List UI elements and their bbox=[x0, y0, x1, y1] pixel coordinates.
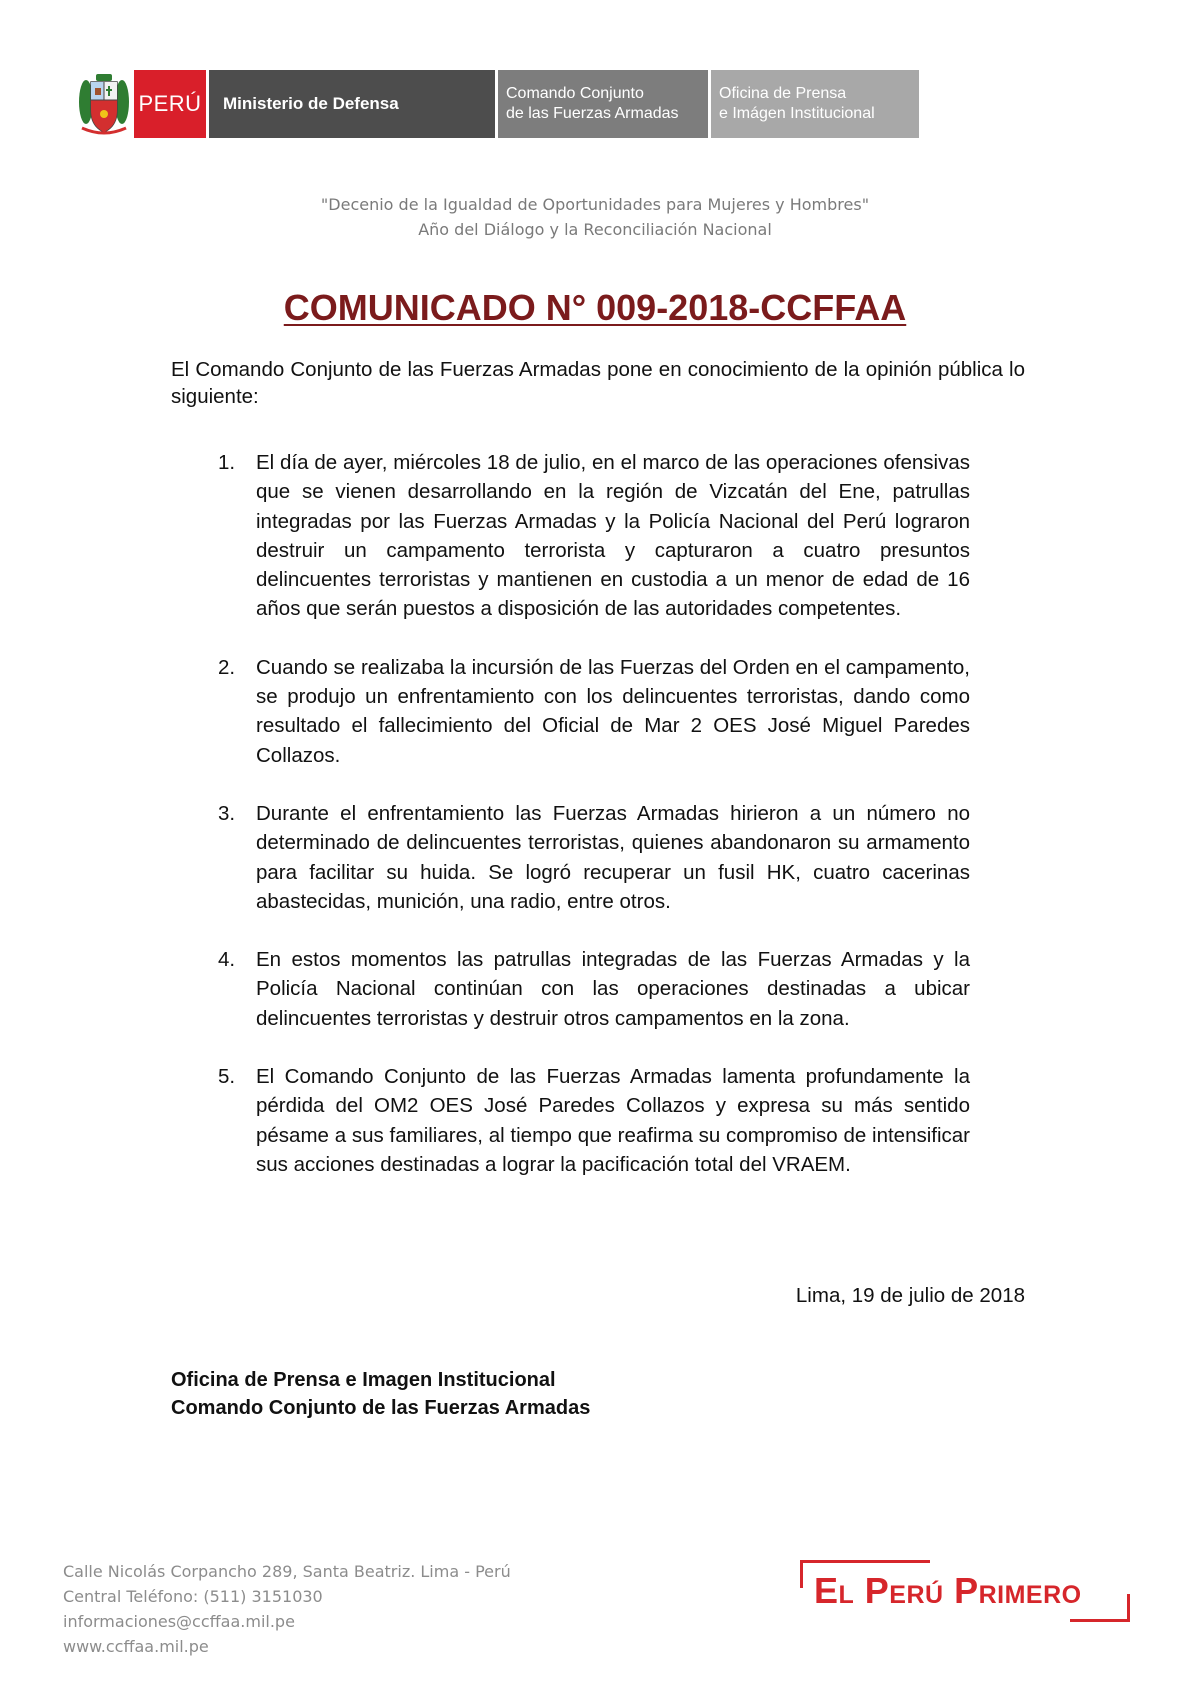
signature-line-1: Oficina de Prensa e Imagen Institucional bbox=[171, 1369, 556, 1391]
coat-of-arms-icon bbox=[78, 72, 130, 136]
list-item bbox=[218, 945, 970, 1033]
office-label-line2: e Imágen Institucional bbox=[719, 105, 875, 122]
item-number: 4. bbox=[218, 948, 236, 972]
item-text: Durante el enfrentamiento las Fuerzas Armadas hirieron a un número no determinado de delincuentes terroristas, quienes abandonaron su armamento para facilitar su huida. Se logró recuperar un fusil HK, cuatro cacerinas abastecidas, munición, una radio, entre otros. bbox=[256, 801, 970, 913]
item-text: Cuando se realizaba la incursión de las Fuerzas del Orden en el campamento, se produjo un enfrentamiento con los delincuentes terroristas, dando como resultado el fallecimiento del Oficial de Mar 2 OES José Miguel Paredes Collazos. bbox=[256, 655, 970, 767]
logo-frame bbox=[800, 1560, 803, 1588]
command-label bbox=[498, 70, 708, 138]
footer-phone: Central Teléfono: (511) 3151030 bbox=[63, 1587, 323, 1606]
dateline: Lima, 19 de julio de 2018 bbox=[795, 1284, 1025, 1307]
signature-block bbox=[171, 1366, 590, 1422]
communique-list bbox=[218, 448, 970, 1208]
list-item bbox=[218, 448, 970, 624]
item-number: 2. bbox=[218, 655, 236, 679]
footer-address: Calle Nicolás Corpancho 289, Santa Beatriz. Lima - Perú bbox=[63, 1562, 511, 1581]
header-banner bbox=[78, 70, 875, 138]
page-title: COMUNICADO N° 009-2018-CCFFAA bbox=[283, 287, 907, 328]
item-number: 5. bbox=[218, 1065, 236, 1089]
logo-text: El Perú Primero bbox=[814, 1570, 1082, 1611]
logo-frame bbox=[800, 1560, 930, 1563]
list-item bbox=[218, 799, 970, 916]
peru-label: PERÚ bbox=[134, 70, 206, 138]
el-peru-primero-logo bbox=[800, 1560, 1130, 1622]
office-label bbox=[711, 70, 919, 138]
list-item bbox=[218, 653, 970, 770]
item-text: En estos momentos las patrullas integradas de las Fuerzas Armadas y la Policía Nacional continúan con las operaciones destinadas a ubicar delincuentes terroristas y destruir otros campamentos en la zona. bbox=[256, 948, 970, 1030]
item-text: El Comando Conjunto de las Fuerzas Armadas lamenta profundamente la pérdida del OM2 OES José Paredes Collazos y expresa su más sentido pésame a sus familiares, al tiempo que reafirma su compromiso de intensificar sus acciones destinadas a lograr la pacificación total del VRAEM. bbox=[256, 1065, 970, 1176]
office-label-line1: Oficina de Prensa bbox=[719, 85, 847, 102]
item-text: El día de ayer, miércoles 18 de julio, en el marco de las operaciones ofensivas que se vienen desarrollando en la región de Vizcatán del Ene, patrullas integradas por las Fuerzas Armadas y la Policía Nacional del Perú lograron destruir un campamento terrorista y capturaron a cuatro presuntos delincuentes terroristas y mantienen en custodia a un menor de edad de 16 años que serán puestos a disposición de las autoridades competentes. bbox=[256, 451, 970, 621]
logo-frame bbox=[1127, 1594, 1130, 1622]
motto-line-2: Año del Diálogo y la Reconciliación Nacional bbox=[418, 220, 772, 239]
ministry-label: Ministerio de Defensa bbox=[209, 70, 495, 138]
logo-frame bbox=[1070, 1619, 1130, 1622]
item-number: 1. bbox=[218, 451, 236, 474]
motto-line-1: "Decenio de la Igualdad de Oportunidades para Mujeres y Hombres" bbox=[320, 195, 870, 214]
footer-email[interactable]: informaciones@ccffaa.mil.pe bbox=[63, 1612, 295, 1631]
footer-contact bbox=[63, 1559, 511, 1659]
command-label-line2: de las Fuerzas Armadas bbox=[506, 105, 679, 122]
intro-paragraph: El Comando Conjunto de las Fuerzas Armadas pone en conocimiento de la opinión pública lo siguiente: bbox=[171, 358, 1025, 408]
signature-line-2: Comando Conjunto de las Fuerzas Armadas bbox=[171, 1397, 591, 1419]
footer-website[interactable]: www.ccffaa.mil.pe bbox=[63, 1637, 209, 1656]
item-number: 3. bbox=[218, 801, 236, 825]
command-label-line1: Comando Conjunto bbox=[506, 85, 644, 102]
list-item bbox=[218, 1062, 970, 1179]
